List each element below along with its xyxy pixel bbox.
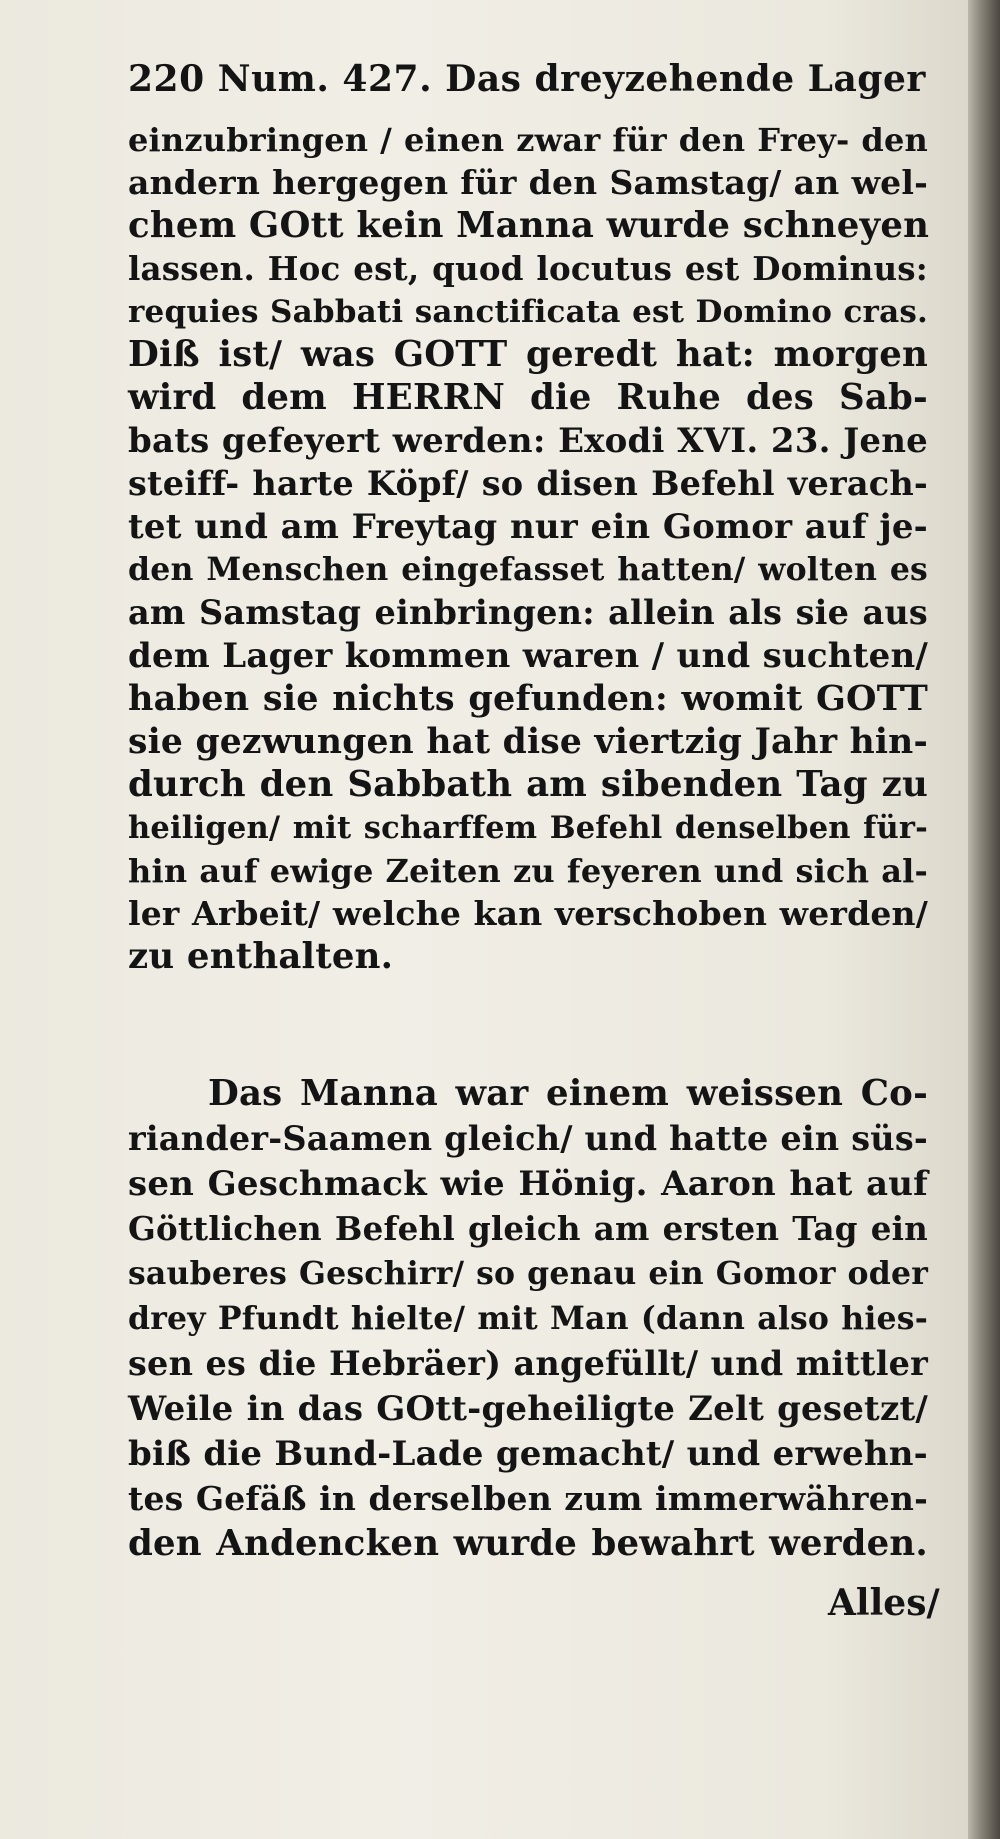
text-line: andern hergegen für den Samstag/ an wel- — [128, 163, 928, 202]
text-line: Das Manna war einem weissen Co- — [208, 1073, 928, 1114]
text-line: tes Gefäß in derselben zum immerwähren- — [128, 1479, 928, 1518]
text-line: den Andencken wurde bewahrt werden. — [128, 1523, 928, 1564]
text-line: drey Pfundt hielte/ mit Man (dann also hies- — [128, 1300, 928, 1337]
text-line: haben sie nichts gefunden: womit GOTT — [128, 678, 928, 719]
text-line: den Menschen eingefasset hatten/ wolten es — [128, 551, 928, 588]
text-line: Weile in das GOtt-geheiligte Zelt gesetzt/ — [128, 1389, 928, 1429]
text-line: lassen. Hoc est, quod locutus est Dominus: — [128, 249, 928, 288]
text-line: sen es die Hebräer) angefüllt/ und mittler — [128, 1344, 928, 1383]
page-header: 220 Num. 427. Das dreyzehende Lager — [128, 58, 926, 100]
text-line: Göttlichen Befehl gleich am ersten Tag ein — [128, 1209, 928, 1248]
text-line: steiff- harte Köpf/ so disen Befehl verach- — [128, 464, 928, 503]
text-line: hin auf ewige Zeiten zu feyeren und sich al- — [128, 852, 928, 890]
text-line: heiligen/ mit scharffem Befehl denselben für- — [128, 810, 928, 846]
text-line: zu enthalten. — [128, 936, 394, 977]
text-line: chem GOtt kein Manna wurde schneyen — [128, 205, 930, 246]
text-line: dem Lager kommen waren / und suchten/ — [128, 636, 928, 676]
text-line: am Samstag einbringen: allein als sie aus — [128, 593, 928, 632]
text-line: ler Arbeit/ welche kan verschoben werden/ — [128, 894, 928, 933]
text-line: sie gezwungen hat dise viertzig Jahr hin- — [128, 722, 928, 762]
text-line: tet und am Freytag nur ein Gomor auf je- — [128, 507, 928, 547]
page-edge-shadow — [968, 0, 1000, 1839]
text-line: durch den Sabbath am sibenden Tag zu — [128, 764, 928, 805]
text-line: bats gefeyert werden: Exodi XVI. 23. Jene — [128, 421, 928, 461]
text-line: requies Sabbati sanctificata est Domino cras. — [128, 294, 928, 330]
text-line: einzubringen / einen zwar für den Frey- den — [128, 121, 928, 159]
catchword: Alles/ — [828, 1582, 940, 1624]
text-line: sen Geschmack wie Hönig. Aaron hat auf — [128, 1164, 928, 1204]
text-line: Diß ist/ was GOTT geredt hat: morgen — [128, 334, 928, 375]
text-line: riander-Saamen gleich/ und hatte ein süs- — [128, 1119, 928, 1158]
text-line: wird dem HERRN die Ruhe des Sab- — [128, 377, 928, 418]
text-line: sauberes Geschirr/ so genau ein Gomor oder — [128, 1255, 928, 1292]
text-line: biß die Bund-Lade gemacht/ und erwehn- — [128, 1434, 928, 1474]
